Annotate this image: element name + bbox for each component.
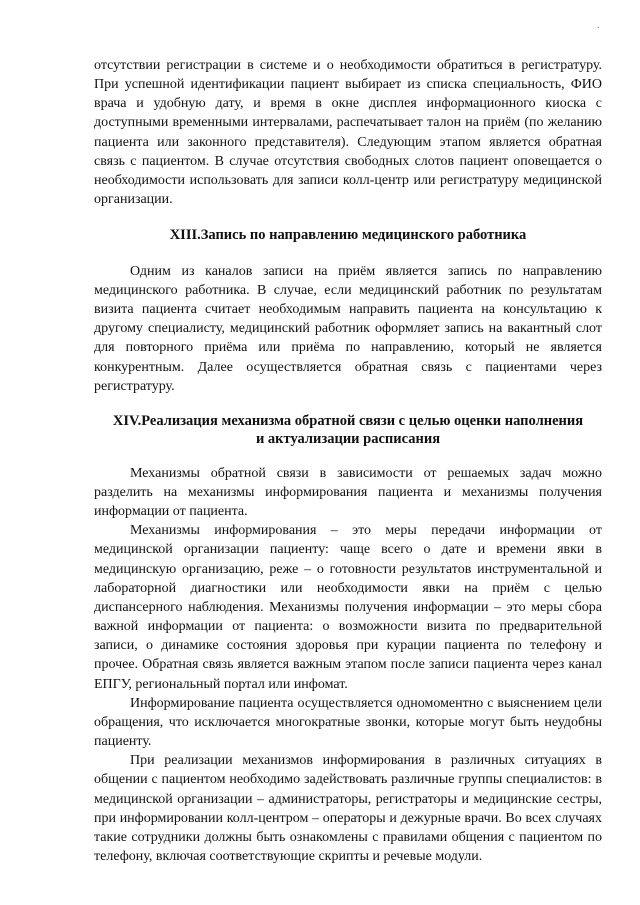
document-page <box>94 56 602 866</box>
page-corner-mark: · <box>596 23 600 34</box>
section-14-title-line-1: XIV.Реализация механизма обратной связи с целью оценки наполнения <box>112 412 584 429</box>
section-13-title: XIII.Запись по направлению медицинского работника <box>169 227 527 244</box>
section-14-paragraph-1: Механизмы обратной связи в зависимости от решаемых задач можно разделить на механизмы информирования пациента и механизмы получения информации от пациента. <box>94 465 602 520</box>
section-14-paragraph-2: Механизмы информирования – это меры передачи информации от медицинской организации пациенту: чаще всего о дате и времени явки в медицинскую организацию, реже – о готовности результатов инструментальной и лабораторной диагностики или необходимости явки на приём с целью диспансерного наблюдения. Механизмы получения информации – это меры сбора важной информации от пациента: о возможности визита по предварительной записи, о динамике состояния здоровья при курации пациента по телефону и прочее. Обратная связь является важным этапом после записи пациента через канал ЕПГУ, региональный портал или инфомат. <box>94 523 602 692</box>
section-14-paragraph-3: Информирование пациента осуществляется одномоментно с выяснением цели обращения, что исключается многократные звонки, которые могут быть неудобны пациенту. <box>94 695 602 750</box>
section-14-title <box>94 412 602 449</box>
section-14-paragraph-4: При реализации механизмов информирования в различных ситуациях в общении с пациентом необходимо задействовать различные группы специалистов: в медицинской организации – администраторы, регистраторы и медицинские сестры, при информировании колл-центром – операторы и дежурные врачи. Во всех случаях такие сотрудники должны быть ознакомлены с правилами общения с пациентом по телефону, включая соответствующие скрипты и речевые модули. <box>94 753 602 864</box>
intro-paragraph: отсутствии регистрации в системе и о необходимости обратиться в регистратуру. При успешной идентификации пациент выбирает из списка специальность, ФИО врача и удобную дату, и время в окне дисплея информационного киоска с доступными временными интервалами, распечатывает талон на приём (по желанию пациента или законного представителя). Следующим этапом является обратная связь с пациентом. В случае отсутствия свободных слотов пациент оповещается о необходимости использовать для записи колл-центр или регистратуру медицинской организации. <box>94 58 602 208</box>
section-14-title-line-2: и актуализации расписания <box>255 431 441 448</box>
section-13-paragraph: Одним из каналов записи на приём является запись по направлению медицинского работника. В случае, если медицинский работник по результатам визита пациента считает необходимым направить пациента на консультацию к другому специалисту, медицинский работник оформляет запись на вакантный слот для повторного приёма или приёма по направлению, который не является конкурентным. Далее осуществляется обратная связь с пациентами через регистратуру. <box>94 263 602 394</box>
